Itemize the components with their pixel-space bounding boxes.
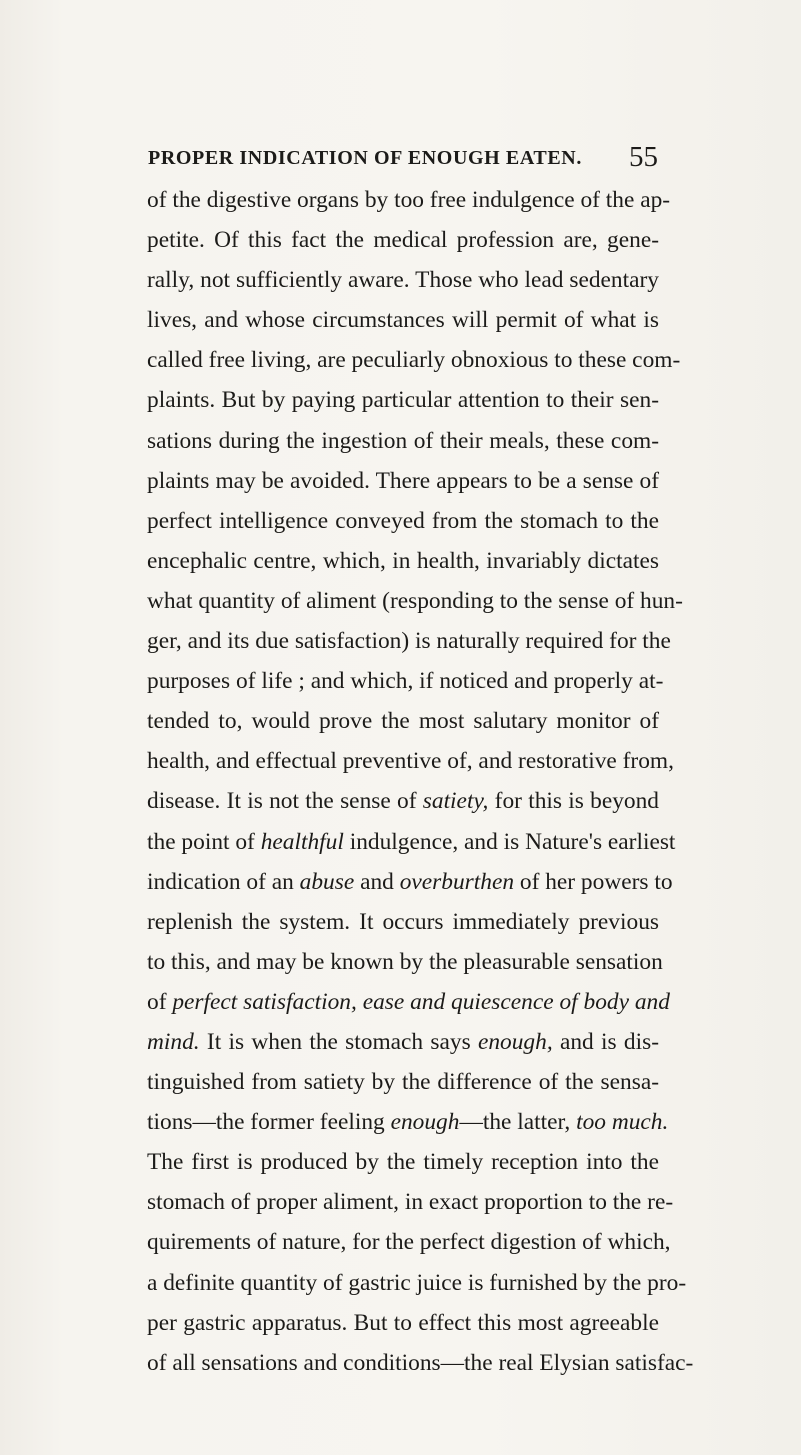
- text-line: sations during the ingestion of their meals, these com-: [147, 427, 659, 454]
- text-line: quirements of nature, for the perfect digestion of which,: [147, 1229, 671, 1256]
- text-line: per gastric apparatus. But to effect this most agreeable: [147, 1309, 659, 1336]
- text-line: what quantity of aliment (responding to the sense of hun-: [147, 587, 683, 614]
- running-head: [148, 141, 658, 175]
- text-line: of all sensations and conditions—the real Elysian satisfac-: [147, 1349, 694, 1376]
- text-line: tions—the former feeling enough—the latter, too much.: [147, 1109, 669, 1136]
- body-text: [147, 180, 694, 1383]
- running-head-title: PROPER INDICATION OF ENOUGH EATEN.: [148, 147, 582, 169]
- text-line: disease. It is not the sense of satiety, for this is beyond: [147, 788, 659, 815]
- text-line: perfect intelligence conveyed from the stomach to the: [147, 507, 659, 534]
- text-line: of perfect satisfaction, ease and quiescence of body and: [147, 988, 670, 1015]
- text-line: purposes of life ; and which, if noticed and properly at-: [147, 668, 664, 695]
- text-line: replenish the system. It occurs immediately previous: [147, 908, 659, 935]
- text-line: rally, not sufficiently aware. Those who lead sedentary: [147, 267, 659, 294]
- text-line: tinguished from satiety by the difference of the sensa-: [147, 1069, 659, 1096]
- text-line: plaints may be avoided. There appears to be a sense of: [147, 467, 659, 494]
- page-number: 55: [629, 141, 658, 173]
- text-line: plaints. But by paying particular attention to their sen-: [147, 387, 659, 414]
- text-line: stomach of proper aliment, in exact proportion to the re-: [147, 1189, 674, 1216]
- text-line: The first is produced by the timely reception into the: [147, 1149, 659, 1176]
- text-line: encephalic centre, which, in health, invariably dictates: [147, 547, 659, 574]
- text-line: of the digestive organs by too free indulgence of the ap-: [147, 187, 671, 213]
- text-line: the point of healthful indulgence, and is Nature's earliest: [147, 828, 676, 855]
- text-line: tended to, would prove the most salutary monitor of: [147, 708, 659, 735]
- text-line: indication of an abuse and overburthen of her powers to: [147, 868, 673, 895]
- text-line: called free living, are peculiarly obnoxious to these com-: [147, 347, 681, 374]
- text-line: a definite quantity of gastric juice is furnished by the pro-: [147, 1269, 687, 1296]
- text-line: to this, and may be known by the pleasurable sensation: [147, 948, 663, 975]
- text-line: mind. It is when the stomach says enough, and is dis-: [147, 1028, 659, 1055]
- text-line: health, and effectual preventive of, and restorative from,: [147, 748, 674, 775]
- text-line: ger, and its due satisfaction) is naturally required for the: [147, 628, 671, 655]
- text-line: lives, and whose circumstances will permit of what is: [147, 307, 659, 334]
- text-line: petite. Of this fact the medical profession are, gene-: [147, 227, 659, 254]
